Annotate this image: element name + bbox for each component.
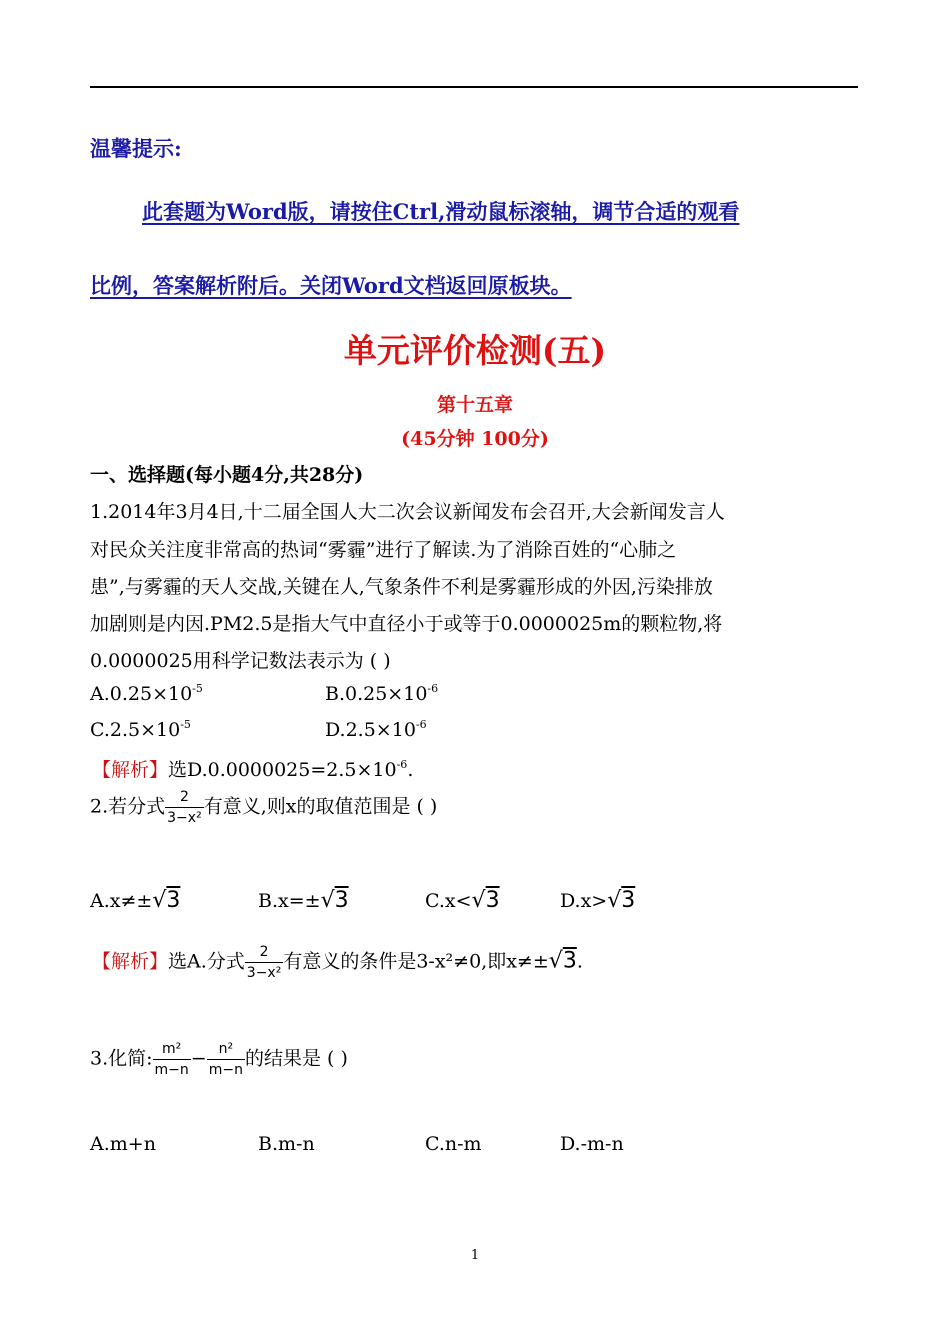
tip-line-1: 此套题为Word版，请按住Ctrl,滑动鼠标滚轴，调节合适的观看 xyxy=(142,199,740,224)
q3-option-b: B.m-n xyxy=(258,1133,315,1155)
q2-option-a: A.x≠±√3 xyxy=(90,888,181,913)
tip-title: 温馨提示: xyxy=(90,136,182,161)
unit-title: 单元评价检测(五) xyxy=(343,331,607,370)
q1-line-1: 1.2014年3月4日,十二届全国人大二次会议新闻发布会召开,大会新闻发言人 xyxy=(90,501,725,523)
sqrt-symbol: √3 xyxy=(320,888,349,913)
q1-line-4: 加剧则是内因.PM2.5是指大气中直径小于或等于0.0000025m的颗粒物,将 xyxy=(90,613,723,635)
q1-answer: 【解析】选$D.0.0000025=2.5\times 10^{-6}$. xyxy=(92,758,414,781)
q3-stem: 3.化简: $\frac{\text{m²}}{m-n}$ − $\frac{\text{n²}}{m-n}$ 的结果是 ( ) xyxy=(90,1041,348,1078)
section-heading: 一、选择题(每小题4分,共28分) xyxy=(90,464,364,486)
sqrt-symbol: √3 xyxy=(471,888,500,913)
q1-option-a: $A.0.25\times 10^{-5}$ xyxy=(90,682,203,705)
duration-label: (45分钟 100分) xyxy=(401,428,549,450)
q3-option-a: A.m+n xyxy=(90,1133,156,1155)
q1-line-2: 对民众关注度非常高的热词“雾霾”进行了解读.为了消除百姓的“心肺之 xyxy=(90,539,677,561)
q1-line-5: 0.0000025用科学记数法表示为 ( ) xyxy=(90,650,391,672)
q2-option-d: D.x>√3 xyxy=(560,888,636,913)
page-number: 1 xyxy=(470,1248,480,1263)
fraction: $\frac{\text{m²}}{m-n}$ xyxy=(154,1041,189,1078)
q3-option-c: C.n-m xyxy=(425,1133,482,1155)
chapter-label: 第十五章 xyxy=(436,394,513,416)
fraction: $\frac{2}{\text{3−x²}}$ xyxy=(246,944,282,981)
q1-option-d: $D.2.5\times 10^{-6}$ xyxy=(325,718,427,741)
fraction: $\frac{\text{n²}}{m-n}$ xyxy=(208,1041,243,1078)
answer-tag: 【解析】 xyxy=(92,759,169,781)
fraction: $\frac{2}{\text{3−x²}}$ xyxy=(167,789,202,826)
sqrt-symbol: √3 xyxy=(548,948,577,974)
q1-option-b: $B.0.25\times 10^{-6}$ xyxy=(325,682,439,705)
tip-line-2: 比例，答案解析附后。关闭Word文档返回原板块。 xyxy=(90,273,572,298)
sqrt-symbol: √3 xyxy=(152,888,181,913)
q2-answer: 【解析】选A.分式 $\frac{2}{\text{3−x²}}$ 有意义的条件是3-x²≠0,即x≠±√3. xyxy=(92,944,583,981)
answer-tag: 【解析】 xyxy=(92,950,169,973)
q2-stem: 2.若分式 $\frac{2}{\text{3−x²}}$ 有意义,则x的取值范围是 ( ) xyxy=(90,789,438,826)
q1-line-3: 患”,与雾霾的天人交战,关键在人,气象条件不利是雾霾形成的外因,污染排放 xyxy=(90,576,713,598)
q2-option-b: B.x=±√3 xyxy=(258,888,349,913)
q1-option-c: $C.2.5\times 10^{-5}$ xyxy=(90,718,191,741)
q3-option-d: D.-m-n xyxy=(560,1133,624,1155)
sqrt-symbol: √3 xyxy=(607,888,636,913)
header-rule xyxy=(90,86,858,88)
q2-option-c: C.x<√3 xyxy=(425,888,500,913)
